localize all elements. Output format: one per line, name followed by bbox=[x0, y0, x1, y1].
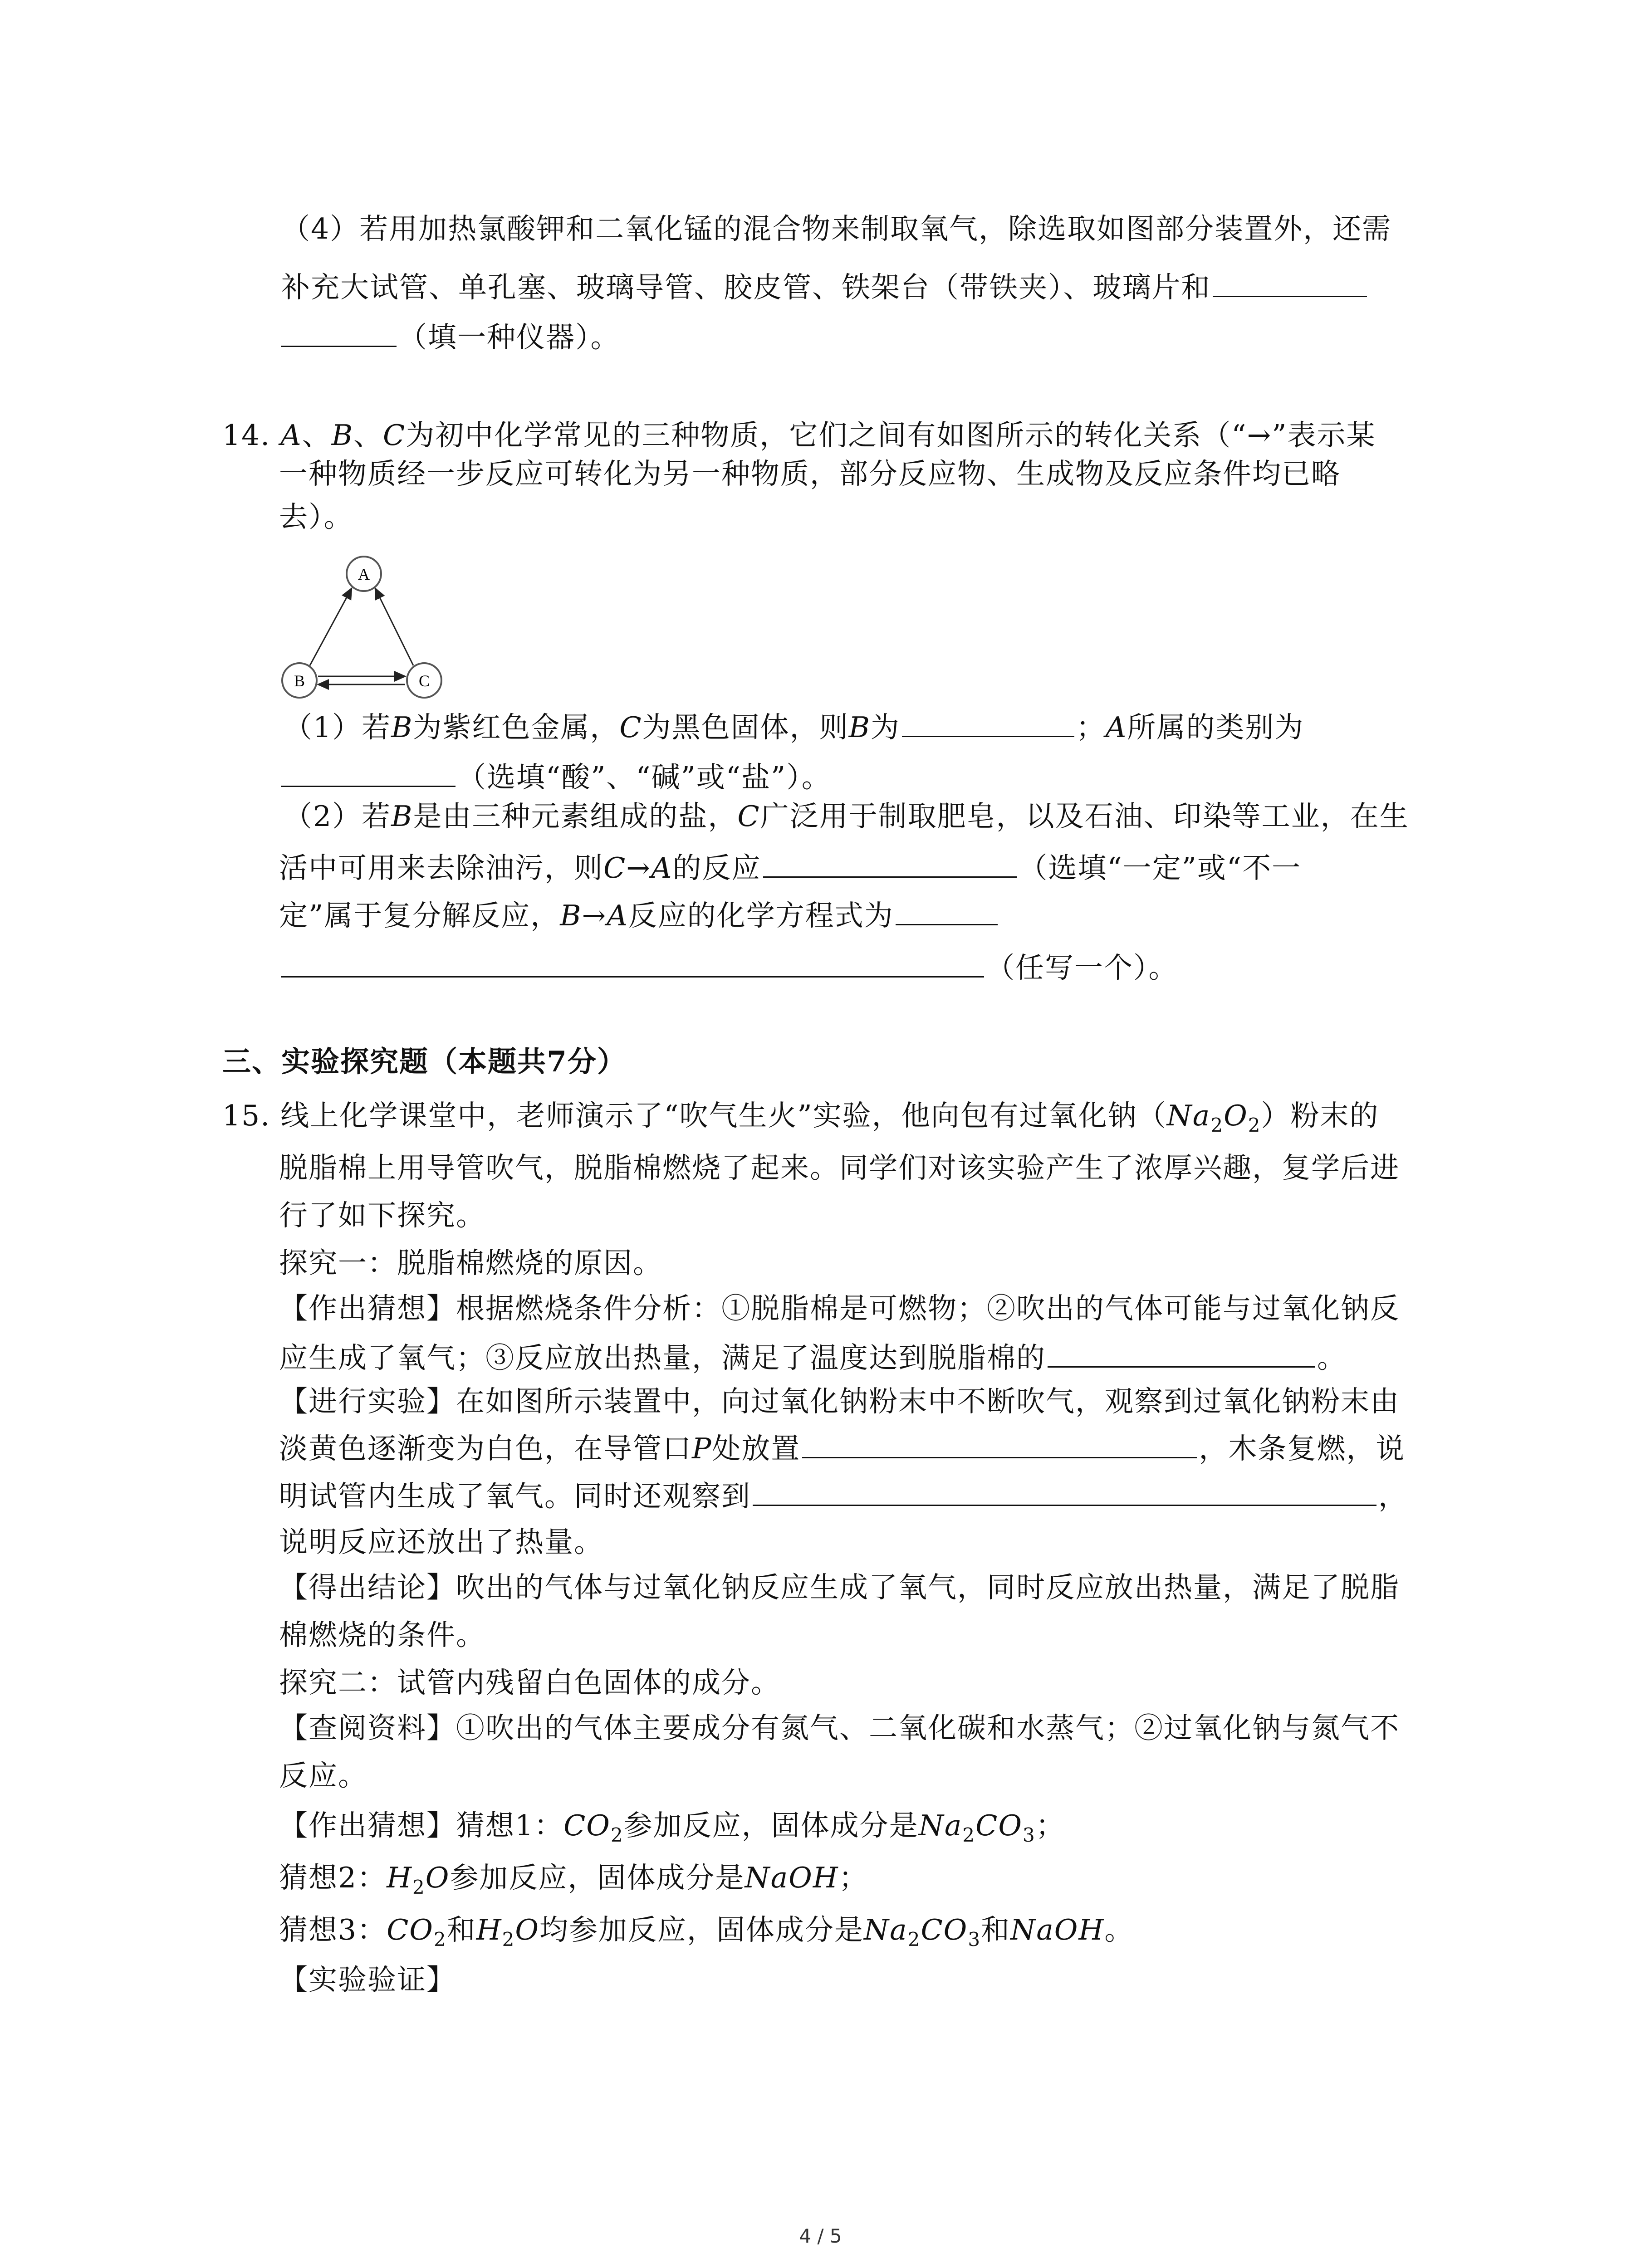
q15-line4 bbox=[279, 1245, 662, 1281]
q15-hypothesis-1 bbox=[279, 1808, 1065, 1844]
text: 【实验验证】 bbox=[279, 1963, 456, 1996]
formula-sub: 3 bbox=[1022, 1824, 1036, 1846]
text: 棉燃烧的条件。 bbox=[279, 1618, 485, 1652]
text: 广泛用于制取肥皂，以及石油、印染等工业，在生 bbox=[760, 800, 1409, 833]
var-c: C bbox=[619, 711, 642, 744]
text: 参加反应，固体成分是 bbox=[450, 1861, 745, 1894]
q14-2-line3 bbox=[279, 896, 999, 934]
q15-line15 bbox=[279, 1758, 367, 1794]
text: 活中可用来去除油污，则 bbox=[279, 851, 603, 885]
answer-blank[interactable] bbox=[281, 318, 397, 347]
text: 反应。 bbox=[279, 1759, 367, 1792]
text: （填一种仪器）。 bbox=[398, 321, 620, 354]
answer-blank[interactable] bbox=[802, 1429, 1197, 1458]
formula-na: Na bbox=[1166, 1099, 1211, 1132]
text: 为 bbox=[870, 711, 900, 744]
text: 是由三种元素组成的盐， bbox=[413, 800, 738, 833]
q14-line3 bbox=[279, 499, 353, 535]
formula-o: O bbox=[943, 1913, 968, 1946]
question-number: 15. bbox=[222, 1099, 271, 1132]
text: （2）若 bbox=[284, 800, 392, 833]
section-3-heading bbox=[222, 1043, 627, 1080]
text: 的反应 bbox=[672, 851, 761, 885]
formula-co: CO bbox=[387, 1913, 434, 1946]
text: 【作出猜想】猜想1： bbox=[279, 1809, 564, 1842]
var-b: B bbox=[391, 800, 413, 833]
text: ， bbox=[1378, 1480, 1408, 1513]
q15-line2 bbox=[279, 1150, 1400, 1186]
text: ； bbox=[1076, 711, 1106, 744]
text: 【作出猜想】根据燃烧条件分析：①脱脂棉是可燃物；②吹出的气体可能与过氧化钠反 bbox=[279, 1292, 1400, 1325]
text: 猜想2： bbox=[279, 1861, 387, 1894]
q14-2-line4 bbox=[279, 948, 1178, 986]
formula-sub: 3 bbox=[968, 1928, 981, 1950]
question-number: 14. bbox=[222, 419, 271, 452]
q15-line6 bbox=[279, 1338, 1347, 1376]
var-a: A bbox=[651, 851, 673, 885]
text: 去）。 bbox=[279, 500, 353, 533]
text: 【进行实验】在如图所示装置中，向过氧化钠粉末中不断吹气，观察到过氧化钠粉末由 bbox=[279, 1385, 1400, 1418]
text: 一种物质经一步反应可转化为另一种物质，部分反应物、生成物及反应条件均已略 bbox=[279, 457, 1341, 490]
formula-h: H bbox=[476, 1913, 502, 1946]
q14-line1: 14. A、B、C为初中化学常见的三种物质，它们之间有如图所示的转化关系（“→”表示某 bbox=[222, 419, 1376, 452]
formula-sub: 2 bbox=[962, 1824, 976, 1846]
text: 明试管内生成了氧气。同时还观察到 bbox=[279, 1480, 751, 1513]
q15-line3 bbox=[279, 1198, 485, 1234]
q15-line12 bbox=[279, 1617, 485, 1653]
text: 补充大试管、单孔塞、玻璃导管、胶皮管、铁架台（带铁夹）、玻璃片和 bbox=[281, 271, 1211, 304]
q15-hypothesis-2 bbox=[279, 1860, 868, 1896]
q15-line8 bbox=[279, 1429, 1405, 1467]
q13-4-line2 bbox=[281, 268, 1369, 306]
text: 为初中化学常见的三种物质，它们之间有如图所示的转化关系（“→”表示某 bbox=[406, 419, 1376, 452]
text: ； bbox=[838, 1861, 868, 1894]
text: 【得出结论】吹出的气体与过氧化钠反应生成了氧气，同时反应放出热量，满足了脱脂 bbox=[279, 1571, 1400, 1604]
q15-line9 bbox=[279, 1476, 1408, 1515]
text: 说明反应还放出了热量。 bbox=[279, 1525, 603, 1559]
text: （任写一个）。 bbox=[986, 951, 1178, 984]
answer-blank[interactable] bbox=[281, 948, 984, 978]
q15-hypothesis-3 bbox=[279, 1912, 1134, 1948]
formula-sub: 2 bbox=[1248, 1114, 1261, 1136]
formula-o: O bbox=[515, 1913, 540, 1946]
text: ）粉末的 bbox=[1261, 1099, 1379, 1132]
answer-blank[interactable] bbox=[753, 1476, 1376, 1506]
var-a: A bbox=[607, 899, 628, 932]
var-b: B bbox=[560, 899, 582, 932]
q15-line13 bbox=[279, 1665, 780, 1701]
formula-sub: 2 bbox=[610, 1824, 624, 1846]
label-c: C bbox=[418, 672, 430, 690]
text: 处放置 bbox=[712, 1432, 801, 1465]
text: 和 bbox=[981, 1913, 1011, 1946]
var-c: C bbox=[603, 851, 627, 885]
text: 反应的化学方程式为 bbox=[628, 899, 894, 932]
formula-sub: 2 bbox=[502, 1928, 515, 1950]
var-b: B bbox=[331, 419, 354, 452]
formula-naoh: NaOH bbox=[1010, 1913, 1105, 1946]
text: 猜想3： bbox=[279, 1913, 387, 1946]
text: 探究一：脱脂棉燃烧的原因。 bbox=[279, 1246, 662, 1280]
answer-blank[interactable] bbox=[896, 896, 998, 925]
formula-sub: 2 bbox=[1210, 1114, 1224, 1136]
q15-line11 bbox=[279, 1569, 1400, 1606]
q14-1-line2 bbox=[279, 758, 831, 796]
formula-co: CO bbox=[563, 1809, 611, 1842]
answer-blank[interactable] bbox=[763, 848, 1017, 878]
text: 为紫红色金属， bbox=[413, 711, 620, 744]
var-p: P bbox=[692, 1432, 712, 1465]
text: 淡黄色逐渐变为白色，在导管口 bbox=[279, 1432, 692, 1465]
answer-blank[interactable] bbox=[902, 708, 1074, 737]
formula-sub: 2 bbox=[433, 1928, 447, 1950]
text: 所属的类别为 bbox=[1127, 711, 1304, 744]
q15-line5 bbox=[279, 1290, 1400, 1327]
text: （4）若用加热氯酸钾和二氧化锰的混合物来制取氧气，除选取如图部分装置外，还需 bbox=[281, 212, 1392, 245]
arrow-c-to-a bbox=[375, 588, 413, 665]
var-b: B bbox=[848, 711, 871, 744]
var-c: C bbox=[737, 800, 760, 833]
text: 参加反应，固体成分是 bbox=[623, 1809, 919, 1842]
var-a: A bbox=[280, 419, 302, 452]
var-b: B bbox=[391, 711, 413, 744]
q14-2-line2 bbox=[279, 848, 1301, 886]
answer-blank[interactable] bbox=[1213, 268, 1367, 297]
text: 和 bbox=[446, 1913, 476, 1946]
q13-4-line1 bbox=[281, 211, 1391, 247]
formula-o: O bbox=[998, 1809, 1023, 1842]
q15-line1 bbox=[222, 1098, 1379, 1134]
formula-na: Na bbox=[918, 1809, 963, 1842]
text: ； bbox=[1035, 1809, 1065, 1842]
label-b: B bbox=[294, 672, 305, 690]
arrow-symbol: → bbox=[582, 899, 607, 932]
text: 线上化学课堂中，老师演示了“吹气生火”实验，他向包有过氧化钠（ bbox=[280, 1099, 1167, 1132]
answer-blank[interactable] bbox=[281, 758, 456, 787]
formula-na: Na bbox=[864, 1913, 908, 1946]
q13-4-line3 bbox=[279, 318, 620, 356]
answer-blank[interactable] bbox=[1048, 1338, 1315, 1368]
formula-sub: 2 bbox=[907, 1928, 921, 1950]
formula-sub: 2 bbox=[412, 1876, 426, 1898]
var-a: A bbox=[1105, 711, 1127, 744]
formula-c: C bbox=[921, 1913, 944, 1946]
text: 为黑色固体，则 bbox=[642, 711, 849, 744]
formula-o: O bbox=[1224, 1099, 1248, 1132]
text: 行了如下探究。 bbox=[279, 1199, 485, 1232]
formula-h: H bbox=[387, 1861, 413, 1894]
text: （1）若 bbox=[284, 711, 392, 744]
text: 应生成了氧气；③反应放出热量，满足了温度达到脱脂棉的 bbox=[279, 1341, 1046, 1374]
q15-line19 bbox=[279, 1962, 456, 1998]
text: 。 bbox=[1104, 1913, 1134, 1946]
text: 均参加反应，固体成分是 bbox=[539, 1913, 864, 1946]
q15-line7 bbox=[279, 1383, 1400, 1420]
text: ，木条复燃，说 bbox=[1199, 1432, 1406, 1465]
text: （选填“一定”或“不一 bbox=[1019, 851, 1302, 885]
q14-1-line1 bbox=[284, 708, 1304, 746]
q14-line2 bbox=[279, 456, 1341, 492]
var-c: C bbox=[383, 419, 406, 452]
q14-2-line1 bbox=[284, 798, 1409, 835]
text: 【查阅资料】①吹出的气体主要成分有氮气、二氧化碳和水蒸气；②过氧化钠与氮气不 bbox=[279, 1711, 1400, 1745]
arrow-b-to-a bbox=[310, 588, 352, 665]
text: 探究二：试管内残留白色固体的成分。 bbox=[279, 1666, 780, 1699]
text: 定”属于复分解反应， bbox=[279, 899, 560, 932]
text: 脱脂棉上用导管吹气，脱脂棉燃烧了起来。同学们对该实验产生了浓厚兴趣，复学后进 bbox=[279, 1151, 1400, 1184]
heading-text: 三、实验探究题（本题共7分） bbox=[222, 1045, 627, 1078]
q15-line14 bbox=[279, 1710, 1400, 1746]
q15-line10 bbox=[279, 1524, 603, 1560]
arrow-symbol: → bbox=[626, 851, 652, 885]
formula-naoh: NaOH bbox=[745, 1861, 839, 1894]
page-number: 4 / 5 bbox=[799, 2225, 842, 2247]
formula-c: C bbox=[975, 1809, 999, 1842]
label-a: A bbox=[358, 565, 370, 583]
text: 。 bbox=[1317, 1341, 1347, 1374]
conversion-diagram bbox=[279, 551, 447, 701]
text: （选填“酸”、“碱”或“盐”）。 bbox=[457, 761, 831, 794]
formula-o: O bbox=[425, 1861, 450, 1894]
